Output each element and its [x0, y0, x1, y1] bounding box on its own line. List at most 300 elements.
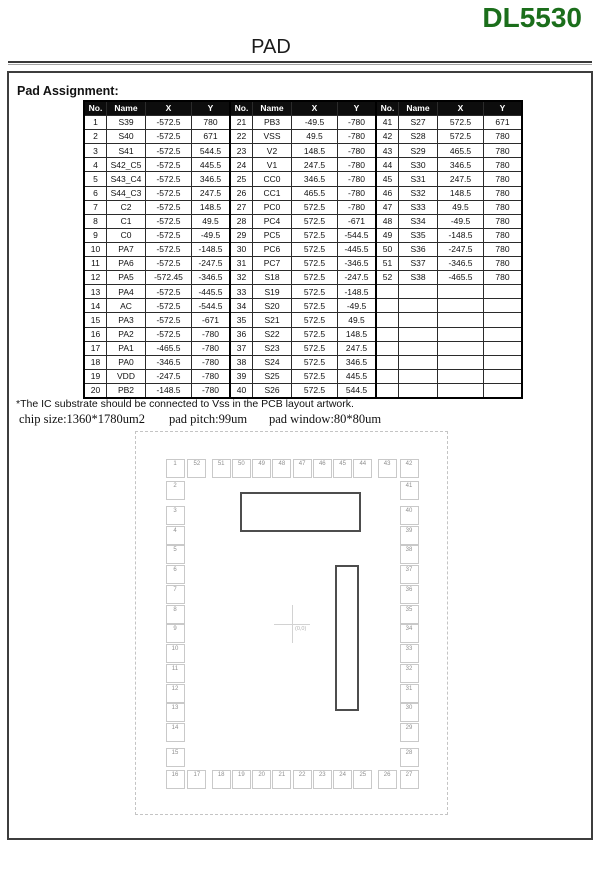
pad-x-cell: [438, 327, 484, 341]
pad-y-cell: -780: [338, 130, 377, 144]
diagram-pad-47: [293, 459, 312, 478]
table-row: [84, 341, 522, 355]
pad-x-cell: 572.5: [292, 355, 338, 369]
origin-crosshair-v: [292, 605, 293, 643]
col-header-name: Name: [107, 101, 146, 116]
pad-x-cell: 346.5: [438, 158, 484, 172]
pad-y-cell: 247.5: [338, 341, 377, 355]
pad-no-cell: [376, 299, 399, 313]
diagram-pad-9: [166, 624, 185, 643]
substrate-note: *The IC substrate should be connected to Vss in the PCB layout artwork.: [16, 398, 354, 410]
pad-y-cell: 780: [192, 116, 231, 130]
pad-x-cell: -346.5: [146, 355, 192, 369]
pad-x-cell: 572.5: [292, 242, 338, 256]
diagram-pad-40: [400, 506, 419, 525]
pad-y-cell: -49.5: [338, 299, 377, 313]
diagram-pad-31: [400, 684, 419, 703]
pad-y-cell: -49.5: [192, 228, 231, 242]
pad-no-cell: [376, 369, 399, 383]
diagram-pad-number: 6: [173, 567, 177, 574]
diagram-pad-48: [272, 459, 291, 478]
pad-x-cell: 572.5: [292, 341, 338, 355]
pad-y-cell: -671: [192, 313, 231, 327]
pad-name-cell: PC4: [253, 214, 292, 228]
pad-y-cell: 346.5: [338, 355, 377, 369]
pad-assignment-table: [83, 100, 523, 399]
diagram-pad-14: [166, 723, 185, 742]
pad-no-cell: 38: [230, 355, 253, 369]
diagram-pad-29: [400, 723, 419, 742]
pad-name-cell: [399, 369, 438, 383]
pad-x-cell: -148.5: [146, 383, 192, 398]
pad-y-cell: -671: [338, 214, 377, 228]
pad-name-cell: S25: [253, 369, 292, 383]
diagram-pad-number: 41: [405, 482, 413, 489]
pad-x-cell: [438, 383, 484, 398]
table-row: [84, 116, 522, 130]
pad-name-cell: PC0: [253, 200, 292, 214]
pad-no-cell: [376, 341, 399, 355]
pad-no-cell: 15: [84, 313, 107, 327]
pad-x-cell: -572.5: [146, 144, 192, 158]
pad-y-cell: -780: [338, 200, 377, 214]
pad-no-cell: 50: [376, 242, 399, 256]
pad-y-cell: -780: [192, 369, 231, 383]
pad-x-cell: 572.5: [292, 383, 338, 398]
pad-y-cell: -780: [338, 172, 377, 186]
pad-name-cell: [399, 299, 438, 313]
pad-name-cell: PA5: [107, 271, 146, 285]
col-header-x: X: [292, 101, 338, 116]
table-row: [84, 313, 522, 327]
pad-no-cell: 11: [84, 257, 107, 271]
pad-name-cell: S41: [107, 144, 146, 158]
pad-x-cell: 572.5: [438, 116, 484, 130]
pad-name-cell: [399, 383, 438, 398]
diagram-pad-35: [400, 605, 419, 624]
col-header-x: X: [438, 101, 484, 116]
pad-name-cell: S21: [253, 313, 292, 327]
pad-table-body: [84, 116, 522, 398]
pad-no-cell: 40: [230, 383, 253, 398]
pad-x-cell: [438, 355, 484, 369]
diagram-pad-number: 13: [171, 705, 179, 712]
content-box: [7, 71, 593, 840]
pad-y-cell: -445.5: [192, 285, 231, 299]
pad-y-cell: [484, 369, 523, 383]
page-title: PAD: [251, 36, 291, 58]
pad-name-cell: S18: [253, 271, 292, 285]
pad-no-cell: 44: [376, 158, 399, 172]
diagram-pad-43: [378, 459, 397, 478]
pad-x-cell: -572.5: [146, 299, 192, 313]
table-row: [84, 242, 522, 256]
diagram-pad-number: 52: [193, 461, 201, 467]
diagram-pad-number: 17: [193, 772, 201, 778]
diagram-pad-30: [400, 703, 419, 722]
diagram-pad-number: 51: [217, 461, 225, 467]
diagram-pad-17: [187, 770, 206, 789]
pad-name-cell: PA2: [107, 327, 146, 341]
pad-name-cell: PA0: [107, 355, 146, 369]
pad-y-cell: 671: [192, 130, 231, 144]
diagram-pad-number: 7: [173, 586, 177, 593]
diagram-pad-36: [400, 585, 419, 604]
diagram-pad-6: [166, 565, 185, 584]
pad-y-cell: -346.5: [192, 271, 231, 285]
pad-x-cell: 572.5: [292, 369, 338, 383]
col-header-name: Name: [399, 101, 438, 116]
diagram-pad-number: 44: [359, 461, 367, 467]
pad-y-cell: -780: [192, 383, 231, 398]
diagram-pad-number: 28: [405, 750, 413, 757]
pad-no-cell: 31: [230, 257, 253, 271]
table-row: [84, 200, 522, 214]
pad-name-cell: S22: [253, 327, 292, 341]
diagram-pad-49: [252, 459, 271, 478]
table-row: [84, 383, 522, 398]
pad-y-cell: 49.5: [338, 313, 377, 327]
col-header-no: No.: [84, 101, 107, 116]
pad-name-cell: S44_C3: [107, 186, 146, 200]
pad-x-cell: -49.5: [438, 214, 484, 228]
pad-y-cell: -445.5: [338, 242, 377, 256]
pad-no-cell: [376, 383, 399, 398]
col-header-name: Name: [253, 101, 292, 116]
diagram-pad-32: [400, 664, 419, 683]
pad-x-cell: -572.5: [146, 116, 192, 130]
pad-y-cell: [484, 327, 523, 341]
pad-y-cell: 544.5: [192, 144, 231, 158]
pad-no-cell: 49: [376, 228, 399, 242]
diagram-pad-11: [166, 664, 185, 683]
pad-no-cell: 34: [230, 299, 253, 313]
diagram-pad-number: 3: [173, 507, 177, 514]
pad-no-cell: 3: [84, 144, 107, 158]
pad-name-cell: PA1: [107, 341, 146, 355]
pad-no-cell: 43: [376, 144, 399, 158]
diagram-pad-number: 32: [405, 665, 413, 672]
pad-name-cell: [399, 285, 438, 299]
pad-x-cell: 572.5: [292, 299, 338, 313]
pad-name-cell: S23: [253, 341, 292, 355]
pad-y-cell: -148.5: [338, 285, 377, 299]
table-row: [84, 285, 522, 299]
pad-x-cell: 572.5: [292, 285, 338, 299]
pad-no-cell: 25: [230, 172, 253, 186]
pad-name-cell: S19: [253, 285, 292, 299]
pad-no-cell: 24: [230, 158, 253, 172]
pad-name-cell: S36: [399, 242, 438, 256]
pad-x-cell: 49.5: [438, 200, 484, 214]
pad-x-cell: [438, 341, 484, 355]
pad-name-cell: V1: [253, 158, 292, 172]
col-header-y: Y: [192, 101, 231, 116]
diagram-pad-number: 12: [171, 685, 179, 692]
pad-y-cell: 780: [484, 144, 523, 158]
diagram-pad-33: [400, 644, 419, 663]
diagram-pad-41: [400, 481, 419, 500]
diagram-pad-1: [166, 459, 185, 478]
pad-no-cell: 22: [230, 130, 253, 144]
pad-x-cell: -148.5: [438, 228, 484, 242]
pad-y-cell: -148.5: [192, 242, 231, 256]
pad-name-cell: S27: [399, 116, 438, 130]
pad-no-cell: [376, 313, 399, 327]
diagram-pad-15: [166, 748, 185, 767]
pad-x-cell: 572.5: [292, 214, 338, 228]
origin-label: (0,0): [295, 626, 307, 632]
col-header-y: Y: [338, 101, 377, 116]
col-header-x: X: [146, 101, 192, 116]
diagram-pad-number: 24: [339, 772, 346, 778]
pad-name-cell: S38: [399, 271, 438, 285]
table-row: [84, 299, 522, 313]
pad-x-cell: 572.5: [292, 313, 338, 327]
table-row: [84, 172, 522, 186]
pad-no-cell: 37: [230, 341, 253, 355]
diagram-pad-number: 25: [359, 772, 367, 778]
pad-no-cell: [376, 327, 399, 341]
diagram-pad-number: 31: [405, 685, 413, 692]
diagram-pad-51: [212, 459, 231, 478]
pad-no-cell: 35: [230, 313, 253, 327]
diagram-pad-24: [333, 770, 352, 789]
diagram-pad-number: 40: [405, 507, 413, 514]
diagram-pad-number: 14: [171, 725, 179, 732]
pad-y-cell: 780: [484, 242, 523, 256]
pad-x-cell: -572.5: [146, 214, 192, 228]
pad-y-cell: -780: [192, 355, 231, 369]
pad-window-label: pad window:80*80um: [269, 412, 382, 426]
pad-x-cell: -572.5: [146, 172, 192, 186]
pad-x-cell: 465.5: [438, 144, 484, 158]
pad-y-cell: [484, 313, 523, 327]
pad-y-cell: [484, 341, 523, 355]
table-row: [84, 186, 522, 200]
pad-name-cell: VDD: [107, 369, 146, 383]
diagram-pad-10: [166, 644, 185, 663]
diagram-pad-4: [166, 526, 185, 545]
pad-no-cell: 32: [230, 271, 253, 285]
table-row: [84, 158, 522, 172]
diagram-pad-19: [232, 770, 251, 789]
pad-name-cell: C1: [107, 214, 146, 228]
diagram-pad-number: 19: [238, 772, 245, 778]
pad-name-cell: AC: [107, 299, 146, 313]
pad-y-cell: 671: [484, 116, 523, 130]
diagram-pad-number: 45: [339, 461, 346, 467]
pad-x-cell: 572.5: [292, 271, 338, 285]
diagram-pad-number: 38: [405, 547, 413, 554]
table-row: [84, 144, 522, 158]
diagram-pad-number: 1: [173, 461, 177, 467]
chip-block-rect-right: [335, 565, 359, 711]
table-row: [84, 214, 522, 228]
pad-name-cell: S42_C5: [107, 158, 146, 172]
pad-x-cell: -572.5: [146, 200, 192, 214]
pad-name-cell: VSS: [253, 130, 292, 144]
pad-no-cell: 45: [376, 172, 399, 186]
pad-y-cell: 445.5: [192, 158, 231, 172]
pad-no-cell: 4: [84, 158, 107, 172]
pad-name-cell: S37: [399, 257, 438, 271]
pad-name-cell: C0: [107, 228, 146, 242]
diagram-pad-number: 23: [318, 772, 326, 778]
pad-y-cell: 247.5: [192, 186, 231, 200]
diagram-pad-52: [187, 459, 206, 478]
diagram-pad-number: 8: [173, 606, 177, 613]
pad-x-cell: -465.5: [438, 271, 484, 285]
chip-block-rect-top: [240, 492, 361, 532]
pad-x-cell: [438, 313, 484, 327]
pad-x-cell: 346.5: [292, 172, 338, 186]
diagram-pad-22: [293, 770, 312, 789]
diagram-pad-number: 30: [405, 705, 413, 712]
pad-no-cell: 28: [230, 214, 253, 228]
pad-name-cell: CC1: [253, 186, 292, 200]
table-row: [84, 257, 522, 271]
pad-x-cell: -49.5: [292, 116, 338, 130]
diagram-pad-number: 2: [173, 482, 177, 489]
pad-name-cell: S30: [399, 158, 438, 172]
diagram-pad-2: [166, 481, 185, 500]
pad-no-cell: 42: [376, 130, 399, 144]
pad-y-cell: [484, 285, 523, 299]
diagram-pad-number: 42: [405, 461, 413, 467]
diagram-pad-number: 48: [278, 461, 286, 467]
diagram-pad-12: [166, 684, 185, 703]
pad-pitch-label: pad pitch:99um: [169, 412, 248, 426]
pad-y-cell: 780: [484, 271, 523, 285]
col-header-no: No.: [230, 101, 253, 116]
pad-y-cell: -780: [192, 341, 231, 355]
table-row: [84, 271, 522, 285]
pad-no-cell: 14: [84, 299, 107, 313]
diagram-pad-50: [232, 459, 251, 478]
chip-size-label: chip size:1360*1780um2: [19, 412, 146, 426]
diagram-pad-45: [333, 459, 352, 478]
diagram-pad-20: [252, 770, 271, 789]
diagram-pad-5: [166, 545, 185, 564]
pad-name-cell: CC0: [253, 172, 292, 186]
pad-y-cell: 780: [484, 130, 523, 144]
pad-no-cell: 6: [84, 186, 107, 200]
pad-name-cell: S29: [399, 144, 438, 158]
section-title: Pad Assignment:: [17, 84, 119, 98]
pad-no-cell: 26: [230, 186, 253, 200]
pad-name-cell: PA3: [107, 313, 146, 327]
pad-name-cell: PC7: [253, 257, 292, 271]
pad-name-cell: S24: [253, 355, 292, 369]
diagram-pad-number: 27: [405, 772, 413, 778]
diagram-pad-number: 34: [405, 626, 413, 633]
diagram-pad-7: [166, 585, 185, 604]
diagram-pad-8: [166, 605, 185, 624]
pad-no-cell: [376, 285, 399, 299]
pad-name-cell: S31: [399, 172, 438, 186]
pad-x-cell: [438, 299, 484, 313]
diagram-pad-42: [400, 459, 419, 478]
pad-y-cell: 780: [484, 186, 523, 200]
pad-no-cell: 19: [84, 369, 107, 383]
pad-y-cell: -780: [338, 186, 377, 200]
pad-y-cell: 780: [484, 200, 523, 214]
pad-y-cell: 49.5: [192, 214, 231, 228]
pad-no-cell: 10: [84, 242, 107, 256]
diagram-pad-number: 26: [383, 772, 391, 778]
pad-x-cell: 247.5: [292, 158, 338, 172]
diagram-pad-number: 29: [405, 725, 413, 732]
diagram-pad-18: [212, 770, 231, 789]
pad-name-cell: S26: [253, 383, 292, 398]
pad-name-cell: V2: [253, 144, 292, 158]
pad-no-cell: 20: [84, 383, 107, 398]
pad-x-cell: -572.5: [146, 313, 192, 327]
diagram-pad-44: [353, 459, 372, 478]
pad-y-cell: 346.5: [192, 172, 231, 186]
pad-x-cell: -572.5: [146, 285, 192, 299]
diagram-pad-34: [400, 624, 419, 643]
diagram-pad-number: 9: [173, 626, 177, 633]
pad-x-cell: [438, 369, 484, 383]
pad-x-cell: -572.5: [146, 242, 192, 256]
pad-name-cell: S35: [399, 228, 438, 242]
pad-no-cell: 41: [376, 116, 399, 130]
pad-x-cell: -247.5: [146, 369, 192, 383]
pad-y-cell: -346.5: [338, 257, 377, 271]
pad-y-cell: -544.5: [338, 228, 377, 242]
pad-y-cell: -780: [192, 327, 231, 341]
horizontal-rule-dark: [8, 61, 592, 63]
pad-y-cell: 445.5: [338, 369, 377, 383]
diagram-pad-number: 39: [405, 527, 413, 534]
pad-x-cell: -572.5: [146, 186, 192, 200]
pad-y-cell: 780: [484, 214, 523, 228]
pad-x-cell: [438, 285, 484, 299]
diagram-pad-number: 16: [171, 772, 179, 778]
pad-x-cell: -572.5: [146, 158, 192, 172]
pad-name-cell: S20: [253, 299, 292, 313]
pad-no-cell: 9: [84, 228, 107, 242]
pad-y-cell: 780: [484, 158, 523, 172]
diagram-pad-46: [313, 459, 332, 478]
pad-x-cell: 572.5: [438, 130, 484, 144]
col-header-y: Y: [484, 101, 523, 116]
pad-y-cell: -247.5: [338, 271, 377, 285]
diagram-pad-number: 22: [298, 772, 306, 778]
pad-y-cell: 780: [484, 257, 523, 271]
pad-name-cell: PB3: [253, 116, 292, 130]
pad-no-cell: 27: [230, 200, 253, 214]
pad-no-cell: [376, 355, 399, 369]
table-row: [84, 228, 522, 242]
diagram-pad-number: 5: [173, 547, 177, 554]
pad-name-cell: PA4: [107, 285, 146, 299]
diagram-pad-number: 37: [405, 567, 413, 574]
pad-x-cell: 148.5: [292, 144, 338, 158]
diagram-pad-25: [353, 770, 372, 789]
diagram-pad-37: [400, 565, 419, 584]
pad-y-cell: 544.5: [338, 383, 377, 398]
pad-name-cell: PA7: [107, 242, 146, 256]
pad-no-cell: 8: [84, 214, 107, 228]
diagram-pad-number: 15: [171, 750, 179, 757]
pad-name-cell: S34: [399, 214, 438, 228]
pad-x-cell: -572.5: [146, 327, 192, 341]
pad-x-cell: 572.5: [292, 228, 338, 242]
table-row: [84, 355, 522, 369]
